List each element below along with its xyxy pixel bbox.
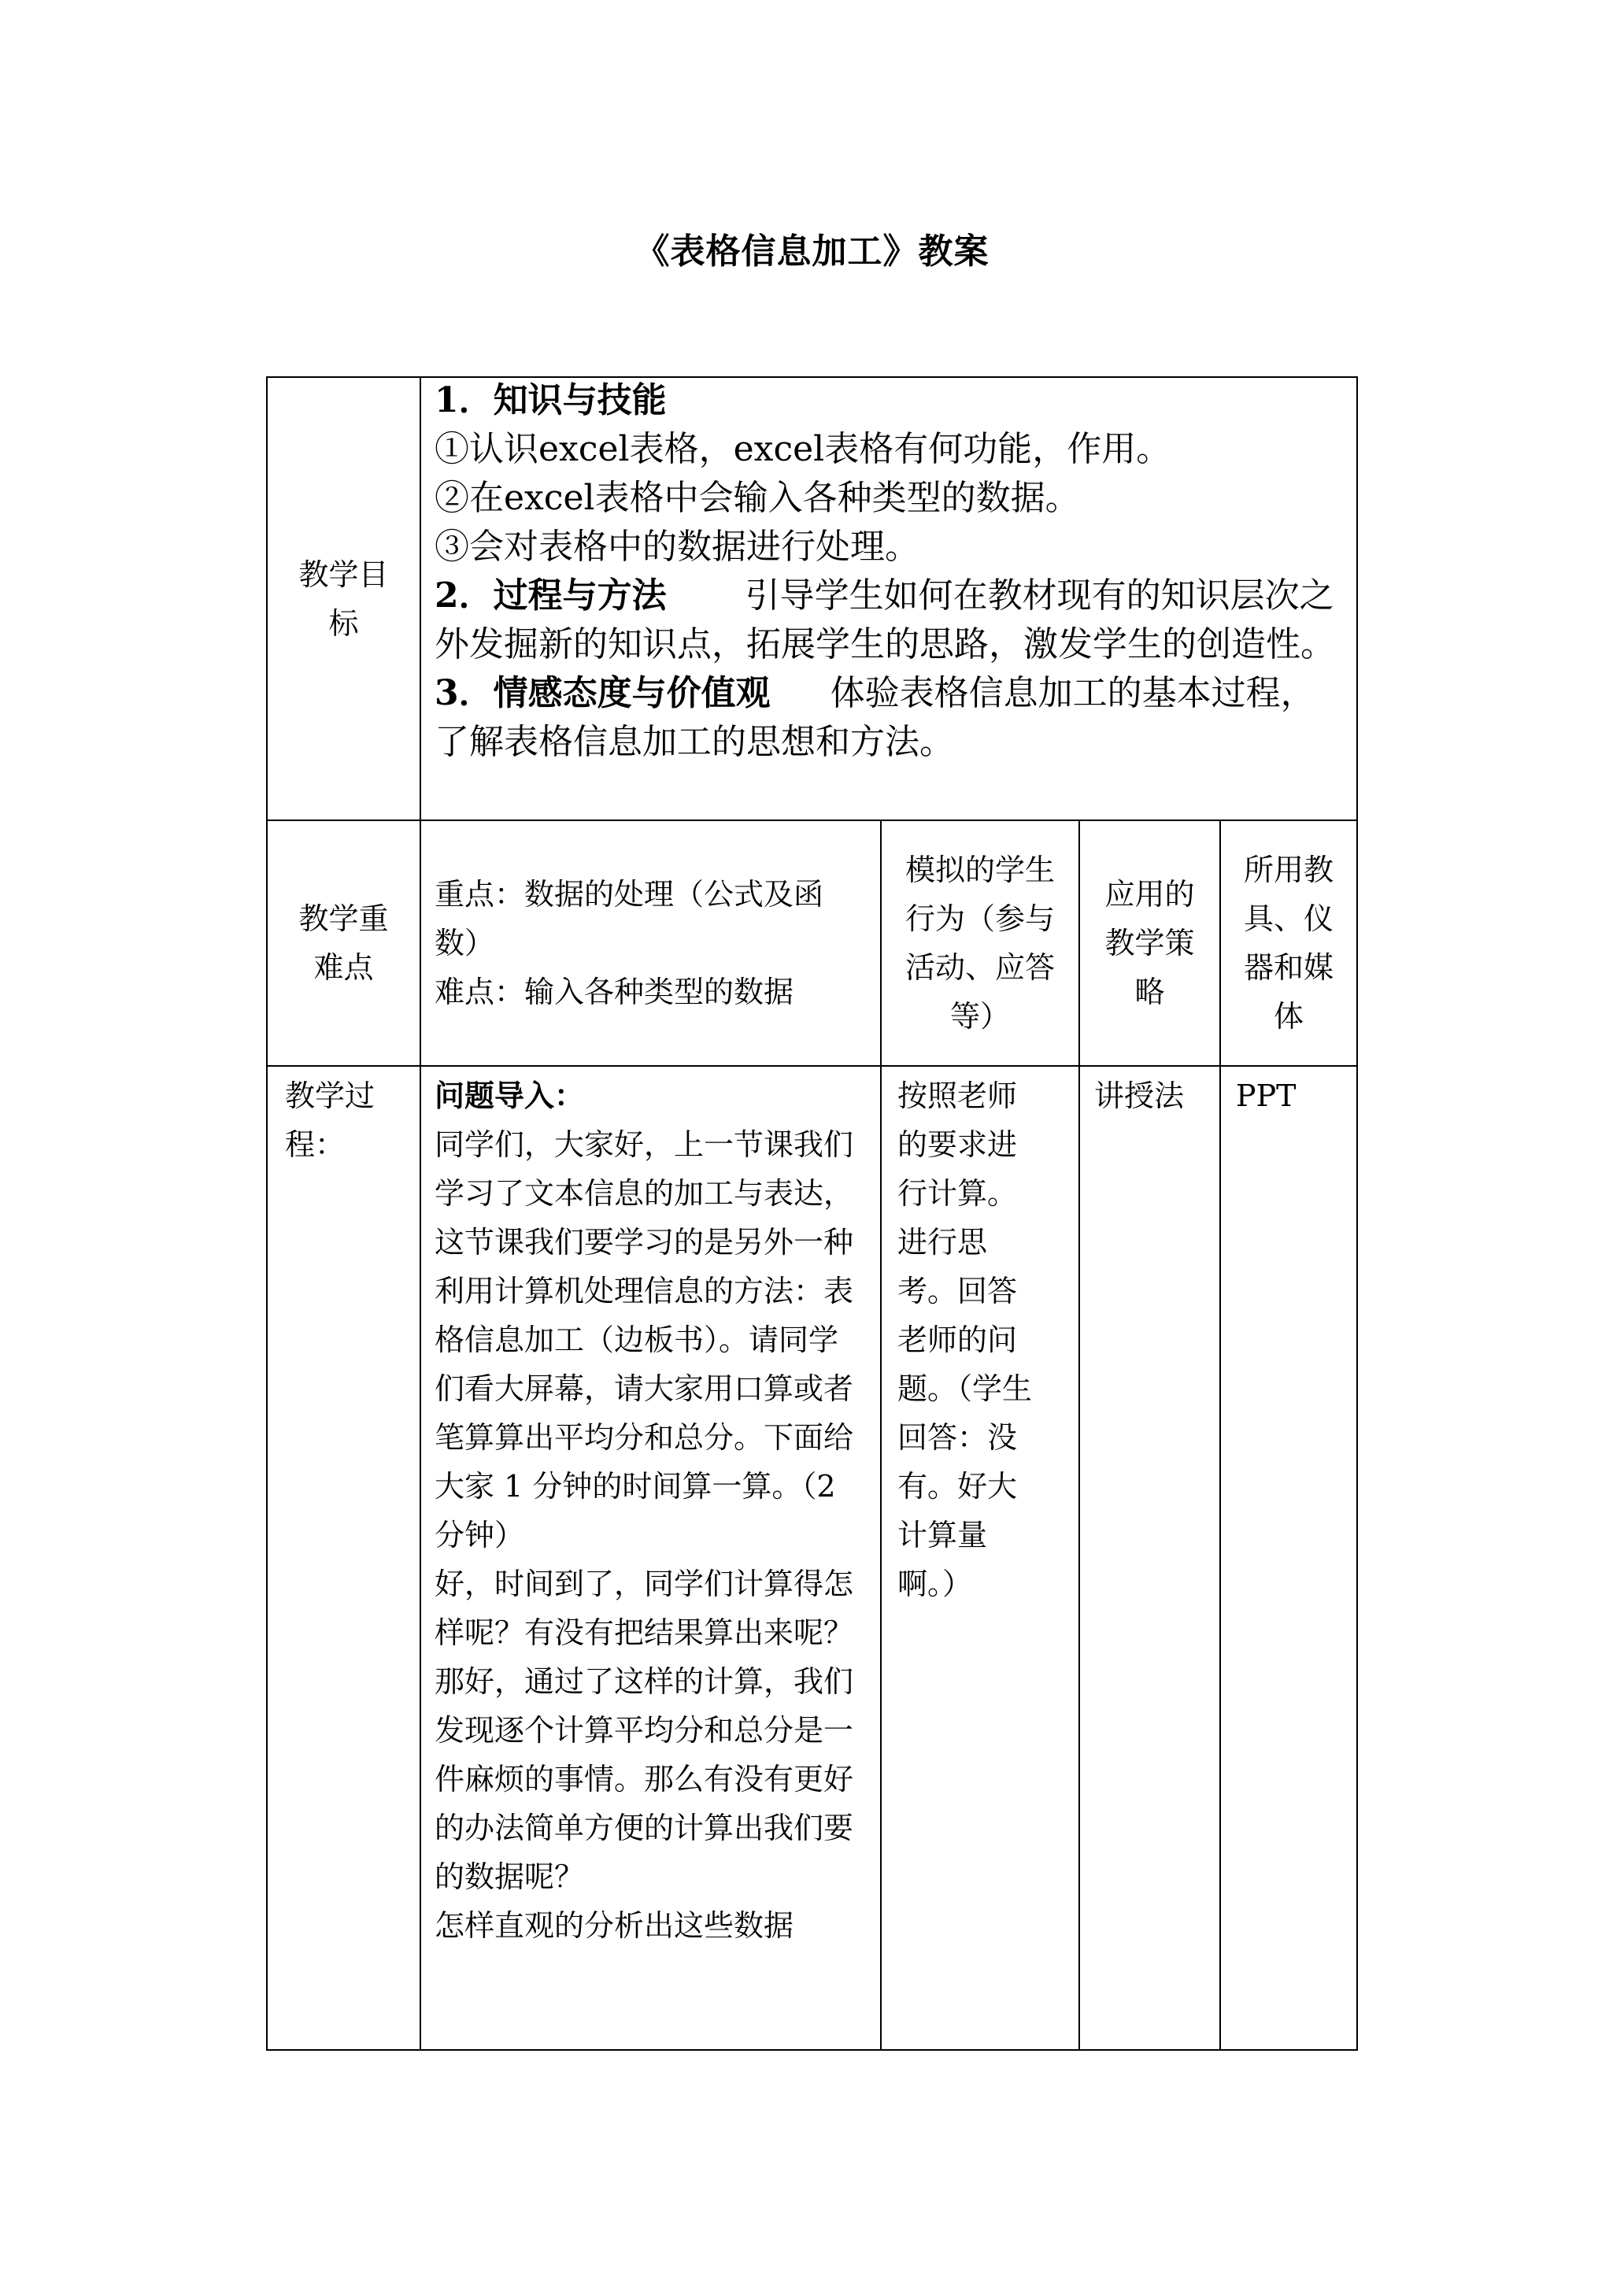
tools-value: PPT (1236, 1079, 1297, 1113)
knowledge-item-2: ②在excel表格中会输入各种类型的数据。 (435, 478, 1080, 518)
strategy-value: 讲授法 (1094, 1079, 1185, 1113)
key-point: 重点：数据的处理（公式及函数） (435, 877, 824, 960)
strategy-cell (1094, 1071, 1212, 1120)
intro-paragraph-1: 同学们，大家好，上一节课我们学习了文本信息的加工与表达，这节课我们要学习的是另外一种利用计算机处理信息的方法：表格信息加工（边板书）。请同学们看大屏幕，请大家用口算或者笔算算出平均分和总分。下面给大家 1 分钟的时间算一算。（2 分钟） (435, 1127, 854, 1552)
student-behavior-header-cell (882, 821, 1078, 1065)
attitude-text: 体验表格信息加工的基本过程，了解表格信息加工的思想和方法。 (435, 673, 1315, 762)
strategy-header: 应用的教学策略 (1104, 877, 1195, 1009)
tools-header-cell (1221, 821, 1356, 1065)
attitude-heading: 3．情感态度与价值观 (435, 673, 771, 713)
intro-paragraph-2: 好，时间到了，同学们计算得怎样呢？有没有把结果算出来呢？那好，通过了这样的计算，我们发现逐个计算平均分和总分是一件麻烦的事情。那么有没有更好的办法简单方便的计算出我们要的数据呢？ (435, 1567, 854, 1894)
key-points-label: 教学重难点 (298, 901, 389, 985)
process-text: 引导学生如何在教材现有的知识层次之外发掘新的知识点，拓展学生的思路，激发学生的创造性。 (435, 575, 1335, 664)
document-title: 《表格信息加工》教案 (634, 231, 990, 272)
knowledge-item-3: ③会对表格中的数据进行处理。 (435, 527, 919, 567)
tools-cell (1236, 1071, 1346, 1120)
key-points-cell (435, 821, 867, 1065)
knowledge-item-1: ①认识excel表格，excel表格有何功能，作用。 (435, 429, 1171, 469)
intro-heading: 问题导入： (435, 1078, 585, 1113)
strategy-header-cell (1080, 821, 1219, 1065)
lesson-plan-table (266, 376, 1358, 2051)
objectives-label: 教学目标 (298, 557, 389, 641)
process-content-cell (435, 1071, 856, 1950)
key-points-label-cell (268, 821, 420, 1065)
objectives-cell (435, 376, 1348, 818)
process-label: 教学过程： (285, 1079, 375, 1162)
student-behavior: 按照老师的要求进行计算。进行思考。回答老师的问题。（学生回答：没有。好大计算量啊。） (897, 1079, 1033, 1601)
tools-header: 所用教具、仪器和媒体 (1243, 853, 1334, 1034)
row-divider-2 (268, 1065, 1356, 1067)
process-label-cell (285, 1071, 403, 1169)
process-paragraph (435, 572, 1348, 669)
objectives-label-cell (268, 378, 420, 820)
knowledge-heading: 1．知识与技能 (435, 380, 667, 420)
col-divider-1 (420, 378, 421, 2049)
process-heading: 2．过程与方法 (435, 575, 667, 616)
student-behavior-cell (897, 1071, 1036, 1608)
intro-paragraph-3: 怎样直观的分析出这些数据 (435, 1908, 794, 1943)
difficult-point: 难点：输入各种类型的数据 (435, 975, 794, 1009)
student-behavior-header: 模拟的学生行为（参与活动、应答等） (904, 853, 1055, 1034)
attitude-paragraph (435, 669, 1348, 767)
